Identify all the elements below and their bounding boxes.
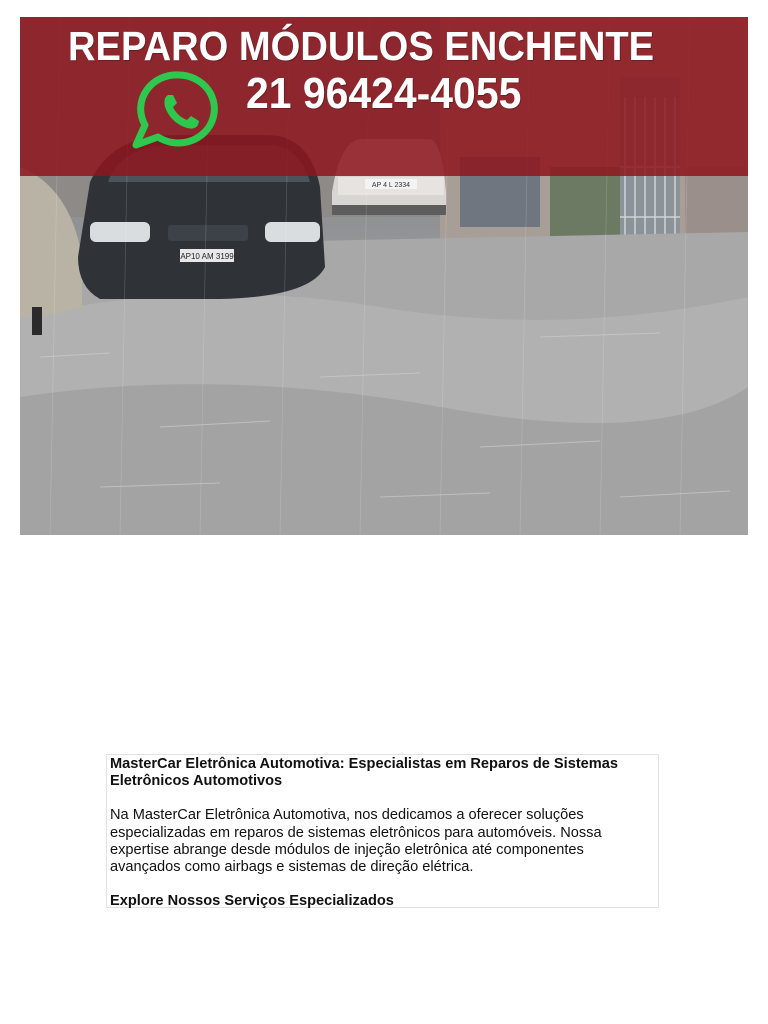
section-heading: Explore Nossos Serviços Especializados — [110, 893, 394, 910]
license-plate-left: AP10 AM 3199 — [180, 252, 234, 261]
banner-headline: REPARO MÓDULOS ENCHENTE — [68, 23, 655, 69]
phone-number: 21 96424-4055 — [246, 69, 522, 118]
article-box — [106, 754, 659, 908]
flood-banner-image — [20, 17, 748, 535]
whatsapp-icon — [124, 69, 236, 149]
article-body: Na MasterCar Eletrônica Automotiva, nos dedicamos a oferecer soluções especializadas em reparos de sistemas eletrônicos para automóveis. Nossa expertise abrange desde módulos de injeção eletrônica até componentes avançados como airbags e sistemas de direção elétrica. — [110, 807, 602, 876]
license-plate-right: AP 4 L 2334 — [371, 182, 411, 189]
article-title: MasterCar Eletrônica Automotiva: Especialistas em Reparos de Sistemas Eletrônicos Automotivos — [110, 756, 619, 790]
